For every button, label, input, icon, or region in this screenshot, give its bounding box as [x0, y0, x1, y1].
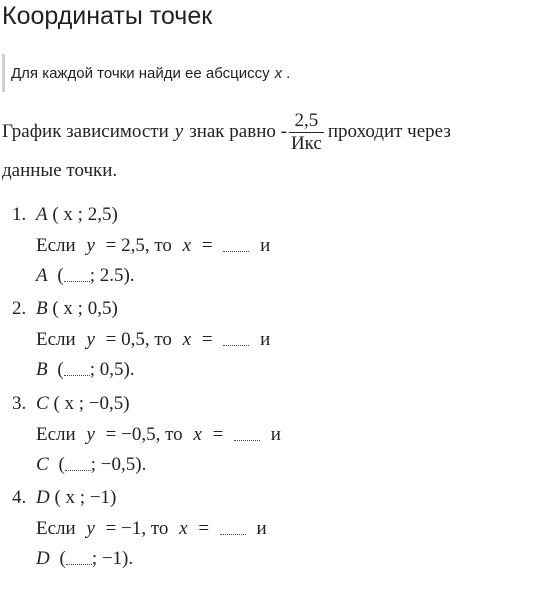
point-name: C	[36, 393, 49, 414]
item-heading	[36, 487, 116, 509]
point-rest: ; −0,5).	[90, 454, 147, 475]
condition-value: = −0,5, то	[105, 424, 183, 445]
open-paren: (	[59, 548, 66, 569]
x-variable: x	[182, 329, 192, 350]
point-name: D	[36, 487, 50, 508]
point-coords: ( x ; 2,5)	[52, 204, 118, 225]
equals-sign: =	[201, 235, 213, 256]
answer-blank[interactable]	[220, 520, 246, 535]
point-coords: ( x ; −1)	[54, 487, 117, 508]
fraction-denominator: Икс	[290, 132, 322, 154]
and-word: и	[260, 235, 271, 256]
y-variable: y	[86, 518, 95, 539]
instruction-text: Для каждой точки найди ее абсциссу	[11, 64, 270, 82]
point-rest: ; 2.5).	[89, 265, 135, 286]
condition-line	[36, 518, 267, 540]
answer-blank[interactable]	[64, 267, 90, 282]
item-heading	[36, 204, 118, 226]
page-title: Координаты точек	[2, 2, 213, 30]
condition-value: = 0,5, то	[105, 329, 172, 350]
if-word: Если	[36, 235, 76, 256]
y-variable: y	[86, 424, 95, 445]
item-number: 3.	[12, 393, 27, 414]
answer-blank[interactable]	[234, 426, 260, 441]
open-paren: (	[57, 359, 64, 380]
and-word: и	[270, 424, 281, 445]
condition-line	[36, 329, 270, 351]
statement-part3: проходит через	[327, 121, 451, 142]
item-number: 2.	[12, 298, 27, 319]
point-name: C	[36, 454, 49, 475]
and-word: и	[256, 518, 267, 539]
item-heading	[36, 298, 118, 320]
y-variable: y	[86, 235, 95, 256]
x-variable: x	[193, 424, 202, 445]
instruction-variable: x	[274, 64, 283, 82]
point-name: A	[36, 204, 48, 225]
point-name: A	[36, 265, 48, 286]
point-name: B	[36, 298, 48, 319]
problem-statement	[2, 104, 451, 181]
statement-variable: y	[174, 121, 184, 142]
point-coords: ( x ; 0,5)	[52, 298, 118, 319]
fraction	[289, 110, 324, 155]
answer-blank[interactable]	[223, 331, 249, 346]
condition-line	[36, 424, 281, 446]
point-answer-line	[36, 454, 146, 476]
point-answer-line	[36, 359, 135, 381]
statement-line2: данные точки.	[2, 160, 118, 181]
item-heading	[36, 393, 130, 415]
answer-blank[interactable]	[223, 237, 249, 252]
condition-value: = 2,5, то	[105, 235, 172, 256]
condition-line	[36, 235, 270, 257]
point-name: D	[36, 548, 50, 569]
answer-blank[interactable]	[66, 550, 92, 565]
point-rest: ; −1).	[91, 548, 134, 569]
point-rest: ; 0,5).	[89, 359, 135, 380]
x-variable: x	[182, 235, 192, 256]
equals-sign: =	[212, 424, 224, 445]
point-coords: ( x ; −0,5)	[53, 393, 130, 414]
condition-value: = −1, то	[105, 518, 169, 539]
and-word: и	[260, 329, 271, 350]
point-name: B	[36, 359, 48, 380]
if-word: Если	[36, 329, 76, 350]
item-number: 1.	[12, 204, 27, 225]
statement-part1: График зависимости	[2, 121, 169, 142]
statement-part2: знак равно -	[189, 121, 287, 142]
instruction-box	[2, 54, 290, 92]
point-answer-line	[36, 265, 135, 287]
equals-sign: =	[198, 518, 210, 539]
open-paren: (	[57, 265, 64, 286]
fraction-numerator: 2,5	[294, 109, 319, 131]
instruction-period: .	[286, 64, 291, 82]
answer-blank[interactable]	[65, 456, 91, 471]
item-number: 4.	[12, 487, 27, 508]
equals-sign: =	[201, 329, 213, 350]
point-answer-line	[36, 548, 133, 570]
if-word: Если	[36, 424, 76, 445]
x-variable: x	[179, 518, 188, 539]
y-variable: y	[86, 329, 95, 350]
if-word: Если	[36, 518, 76, 539]
answer-blank[interactable]	[64, 361, 90, 376]
open-paren: (	[58, 454, 65, 475]
